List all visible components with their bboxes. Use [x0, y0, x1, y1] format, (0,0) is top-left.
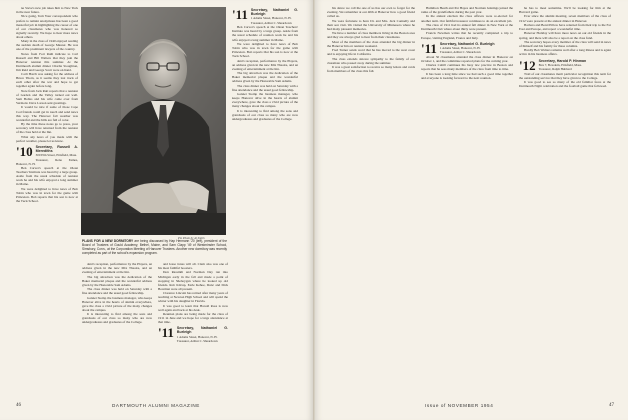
body-paragraph: We have a number of class members living in the Boston area and they are always glad to hear from their classmates. — [327, 31, 415, 40]
body-paragraph: The class of 1911 had its annual fall dinner in New York at the Dartmouth Club where about thirty were present. — [421, 22, 513, 32]
class-year-number: '12 — [519, 57, 536, 73]
body-paragraph: Carlt Hatch was asking for the address of Bruce Thorn, as it seems they lost track of each other after the war and hope to get together again before long. — [16, 72, 78, 89]
body-paragraph: By the time these notes go to press, your secretary will have returned from the reunion of the class held at the Inn. — [16, 122, 78, 135]
body-paragraph: It is interesting to find among the sons and grandsons of our class so many who are now undergraduates and graduates of the College. — [232, 108, 298, 121]
left-page-footer: DARTMOUTH ALUMNI MAGAZINE — [112, 403, 200, 408]
body-paragraph: We were delighted to have news of Bob Tobin who was in town for the game with Princeton. Bob reports that his son is now at the Tuck School. — [16, 186, 78, 203]
class-address-line: 300 Elm Street, Pittsfield, Mass. — [35, 153, 77, 158]
class-year-number: '10 — [16, 143, 33, 159]
class-treasurer-line: Treasurer, Ralph Hubbard — [538, 67, 572, 72]
left-page-column-2 — [82, 262, 152, 394]
right-page-footer: Issue of NOVEMBER 1954 — [425, 403, 494, 408]
class-treasurer-line: Treasurer, Arthur C. Sheardown — [176, 339, 218, 344]
body-paragraph: What any news of you made with the perfect weather, please let us know. — [16, 134, 78, 143]
body-paragraph: Barbara and Bond Pillow have returned from their trip to the Far East and Europe, and report a wonderful time. — [519, 22, 611, 32]
body-paragraph: The secretary hopes every member of the class will send in news of himself and his family for these columns. — [519, 39, 611, 48]
body-paragraph: Most of the members of the class attended the big dinner in the Hanover Inn on reunion weekend. — [327, 39, 415, 48]
body-paragraph: and Jesse Jones will all. Clem also was one of his most faithful boosters. — [158, 262, 228, 271]
body-paragraph: Clarence Lincoln has retired after many years of teaching at Newton High School and will spend the winter with his daughter in Florida. — [158, 291, 228, 304]
class-secretary-line: Secretary, Nathaniel G. Burleigh — [250, 8, 298, 17]
left-page-number: 46 — [16, 403, 21, 408]
body-paragraph: The big attraction was the dedication of the Baker memorial plaque and the wonderful address given by the Honorable Sam Adams. — [232, 71, 298, 84]
body-paragraph: Hamilton Heath and Pat Hayes and Norman Jennings joined the ranks of the grandfathers during the past year. — [421, 6, 513, 15]
body-paragraph: Ever since the alumni meeting, seven members of the class of 1912 were present at the annual dinner in Hanover. — [519, 14, 611, 23]
body-paragraph: Gannet Stomp the business manager, who keeps Hanover alive in the hearts of alumni everywhere, gave the class a vivid picture of the many changes about the campus. — [232, 92, 298, 109]
body-paragraph: dent's reception, performance by the Players, an address given in the new Mix Theatre, and an evening of entertainment at the Inn. — [82, 262, 152, 275]
photo-caption — [82, 240, 227, 256]
class-treasurer-line: Treasurer, Rena Eames, Hanover, N. H. — [16, 157, 78, 166]
body-paragraph: It was a great satisfaction to receive so many letters and cards from members of the class this fall. — [327, 65, 415, 74]
class-secretary-line: Secretary, Harold P. Hinman — [538, 58, 587, 63]
right-page-column-2 — [421, 6, 513, 394]
body-paragraph: The class extends sincere sympathy to the family of our classmate who passed away during the summer. — [327, 56, 415, 65]
caption-text: are being discussed by Hap Hermann '20 (left), president of the Board of Trustees of Gould Academy, Bethel, Maine, and Sam Clapp '49 of Westminster School, Simsbury, Conn., at the Corporation Meeting of Hanover Trustees. Another new dormitory was recently completed as part of the school's expansion program. — [82, 239, 227, 255]
class-year-number: '11 — [421, 40, 437, 56]
body-paragraph: It has been a long time since we had such a good time together and everyone is looking forward to the next reunion. — [421, 71, 513, 80]
class-address-line: Box 7, Bowdoin, Pittsfield, Mass. — [538, 62, 582, 67]
body-paragraph: Many in the class of 1940 enjoyed reading the sudden death of George Maurer. He was one of the prominent lawyers of the country. — [16, 39, 78, 52]
class-secretary-line: Secretary, Russell A. Merediths — [35, 144, 78, 153]
body-paragraph: The class dinner was held on Saturday with a fine attendance and the usual good fellowship. — [232, 83, 298, 92]
body-paragraph: We were fortunate to have Dr. and Mrs. Jack Connelly and their son visit. We visited the University of Minnesota where he had many pleasant memories. — [327, 18, 415, 31]
right-page-number: 47 — [609, 403, 614, 408]
left-page-column-4 — [232, 6, 298, 394]
body-paragraph: Nice going, Tom Your correspondent who prefers to remain anonymous has been a good masterful job in highlighting the career of one of our classmates who was honored so signally recently. We hope to hear more news about others. — [16, 14, 78, 39]
class-secretary-line: Secretary, Nathaniel G. Burleigh — [176, 326, 228, 335]
class-secretary-line: Secretary, Nathaniel G. Burleigh — [439, 41, 495, 46]
body-paragraph: Ben Carver's speech at the Olean Teachers' Institute was heard by a large group. Aside from the usual schedule of reunion work he and his wife enjoyed a long summer in Maine. — [16, 166, 78, 187]
body-paragraph: Ben Carver's speech at the Olean Teachers' Institute was heard by a large group. Aside from the usual schedule of reunion work he and his wife enjoyed a long summer in Maine. — [232, 25, 298, 42]
body-paragraph: Trail of our classmates merit particular recognition this term for the outstanding service that they have given to the College. — [519, 71, 611, 80]
class-address-line: 1 Adams Street, Hanover, N. H. — [250, 16, 292, 21]
body-paragraph: Don Rassinth and Norman Day ran into Michigan early in the fall and made a point of stopping in Sheboygan where he looked up old friends. Rob Kilcup, Earle Kehoe, Dunc and Dick Bowman were all present. — [158, 270, 228, 291]
body-paragraph: Note from Jack Rutt reports that a reunion of Garden and the Valley turned out well. Sam Bolles and his wife came over from Vermont. Dave Larson sent greetings. — [16, 88, 78, 106]
photo-credit: Pix Photo by Al Smith — [178, 236, 205, 240]
right-page-column-1 — [327, 6, 415, 394]
left-page-column-1 — [16, 6, 78, 394]
caption-lead: PLANS FOR A NEW DORMITORY — [82, 239, 134, 243]
body-paragraph: It would be nice if some of those Cape Cod friends could get in touch and send news this way. The Hanover fall weather was wonderful and the hills are full of color. — [16, 105, 78, 122]
class-treasurer-line: Treasurer, Arthur C. Sheardown — [250, 20, 292, 25]
body-paragraph: In the annual election the class officers were re-elected for another term. Our faithful treasurer continues to do an excellent job. — [421, 14, 513, 23]
right-page — [314, 0, 628, 420]
body-paragraph: The class dinner was held on Saturday with a fine attendance and the usual good fellowship. — [82, 287, 152, 296]
body-paragraph: he has to meet sometime. We'll be looking for him at the Harvard game. — [519, 6, 611, 15]
body-paragraph: Charles Cahill continues his busy law practice in Boston and reports that he sees many members of the class from time to time. — [421, 63, 513, 72]
body-paragraph: Fred Turner sends word that he has moved to the west coast and is enjoying life in California. — [327, 48, 415, 57]
class-address-line: 1 Adams Street, Hanover, N. H. — [176, 334, 218, 339]
left-page-column-3 — [158, 262, 228, 394]
class-year-number: '11 — [232, 7, 248, 22]
class-treasurer-line: Treasurer, Arthur C. Sheardown — [439, 50, 481, 55]
body-paragraph: The big attraction was the dedication of the Baker memorial plaque and the wonderful address given by the Honorable Sam Adams. — [82, 274, 152, 287]
body-paragraph: It was good to learn that Harold Ross is now well again and back at his desk. — [158, 303, 228, 312]
portrait-photo — [81, 7, 226, 235]
body-paragraph: Hardly Bob Walters remains well after a long illness and is again active in his business affairs. — [519, 48, 611, 57]
body-paragraph: his dance we call the one of us has our own to forget for the evening. We remember at our 40th at Hanover how a good friend called us. — [327, 6, 415, 19]
body-paragraph: It was good to see so many of the old familiar faces at the Dartmouth Night celebration and the football game that followed. — [519, 80, 611, 89]
portrait-photo-image — [81, 7, 226, 235]
body-paragraph: We were delighted to have news of Bob Tobin who was in town for the game with Princeton. Bob reports that his son is now at the Tuck School. — [232, 41, 298, 59]
body-paragraph: ne Steve's new job takes him to New York in the near future. — [16, 6, 78, 15]
right-page-column-3 — [519, 6, 611, 394]
body-paragraph: Hanover Holiday will have more news on our old friends in the spring, and there will also be a report on the class fund. — [519, 31, 611, 40]
body-paragraph: Reunion plans are being made for the class of 1911 in June and we hope for a large attendance at that time. — [158, 312, 228, 325]
body-paragraph: Gannet Stomp the business manager, who keeps Hanover alive in the hearts of alumni everywhere, gave the class a vivid picture of the many changes about the campus. — [82, 295, 152, 312]
body-paragraph: Francis Newman writes that he recently completed a trip to Europe, visiting England, France and Italy. — [421, 31, 513, 40]
body-paragraph: About 50 classmates attended the class dinner in Hanover on October 1, and the committee reported plans for the coming year. — [421, 54, 513, 63]
body-paragraph: Notes from Fort Ruth indicate to Carl Russell and Bill Walters that they join the Hanover reunion this summer. At the Dartmouth alumni dinner Charlie Stoughton, Jim Reid and George Scott were on hand. — [16, 51, 78, 72]
class-address-line: 1 Adams Street, Hanover, N. H. — [439, 45, 481, 50]
body-paragraph: It is interesting to find among the sons and grandsons of our class so many who are now undergraduates and graduates of the College. — [82, 312, 152, 325]
body-paragraph: dent's reception, performance by the Players, an address given in the new Mix Theatre, and an evening of entertainment at the Inn. — [232, 58, 298, 71]
class-year-number: '11 — [158, 325, 174, 341]
